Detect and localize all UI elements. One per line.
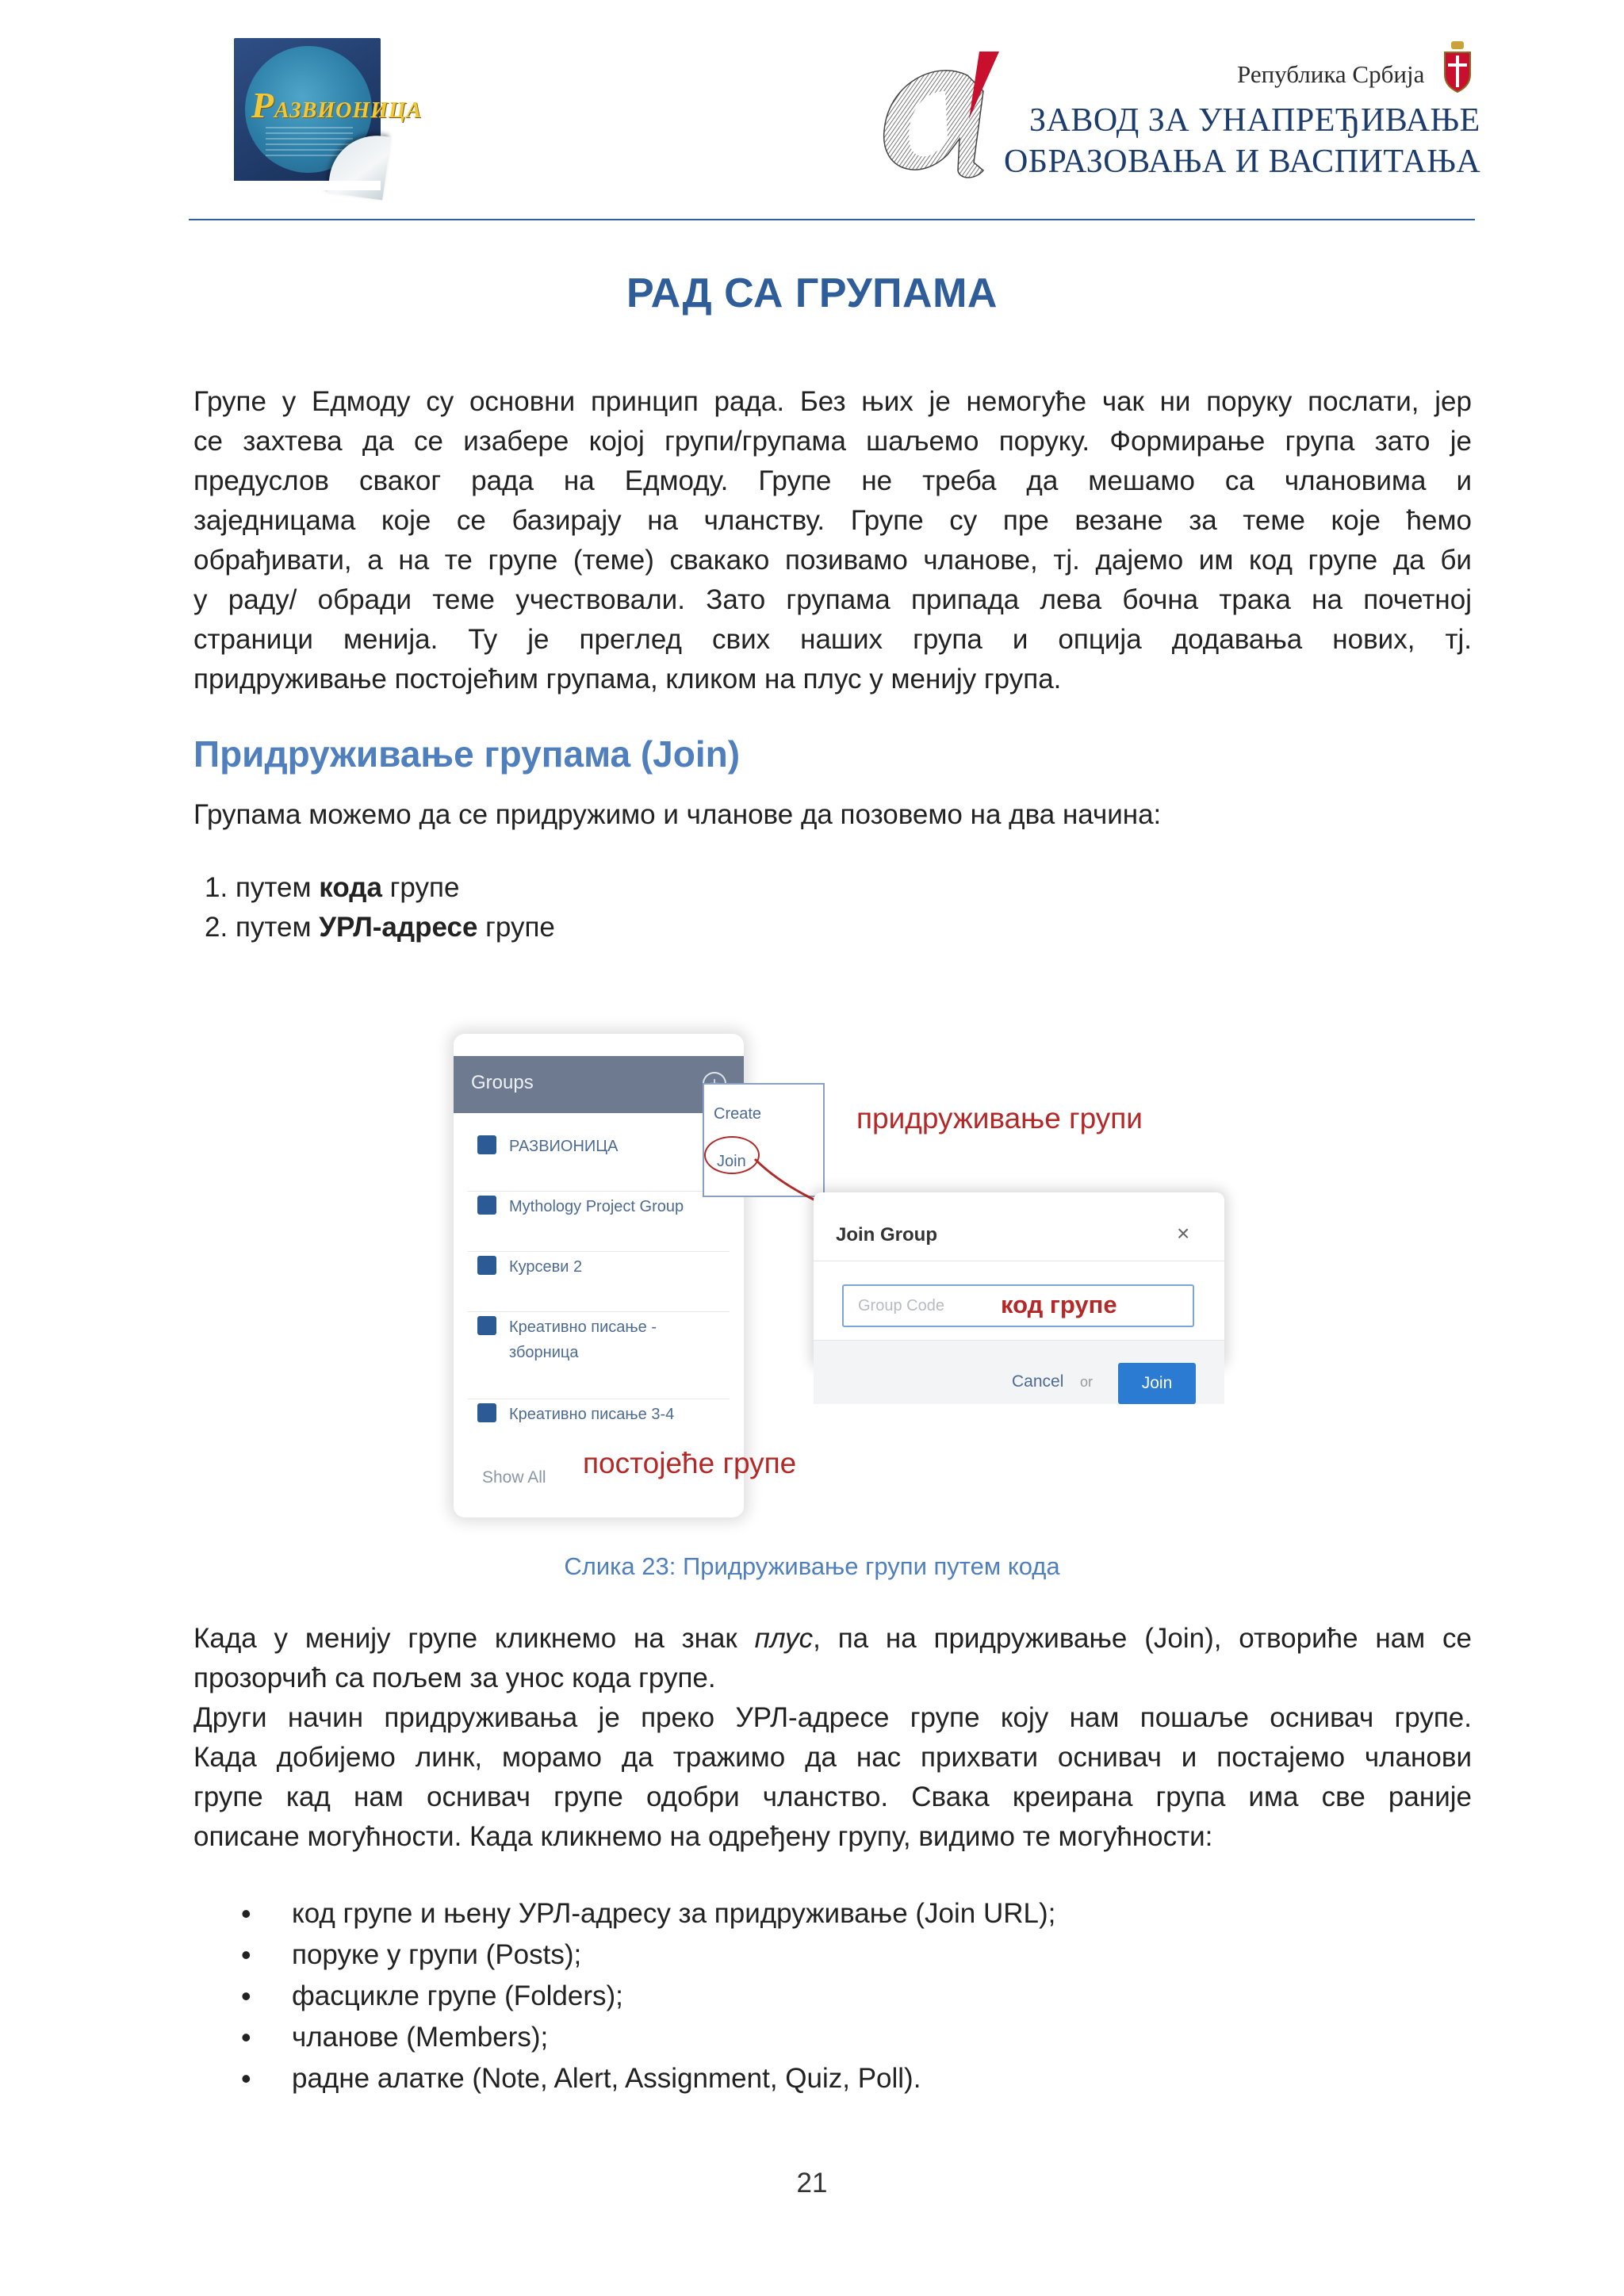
join-button[interactable]: Join: [1118, 1363, 1196, 1404]
paragraph-line: Када добијемо линк, морамо да тражимо да нас прихвати оснивач и постајемо чланови: [193, 1742, 1472, 1773]
zuov-alpha-logo: [872, 44, 1007, 186]
annotation-existing-groups: постојеће групе: [583, 1447, 797, 1479]
list-item: • код групе и њену УРЛ-адресу за придруживање (Join URL);: [238, 1893, 1055, 1934]
page-title: РАД СА ГРУПАМА: [626, 270, 998, 316]
figure-join-group: [444, 1023, 1237, 1546]
paragraph-line: описане могућности. Када кликнемо на одређену групу, видимо те могућности:: [193, 1821, 1213, 1852]
header-divider: [189, 219, 1475, 220]
group-name: РАЗВИОНИЦА: [509, 1138, 619, 1155]
group-name: Креативно писање - зборница: [509, 1318, 657, 1361]
paragraph-line: заједницама које се базирају на чланству. Групе су пре везане за теме које ћемо: [193, 505, 1472, 536]
annotation-group-code: код групе: [1001, 1291, 1117, 1318]
close-icon[interactable]: ×: [1177, 1221, 1190, 1246]
dialog-title: Join Group: [836, 1224, 937, 1246]
or-label: or: [1080, 1374, 1094, 1390]
show-all-link[interactable]: Show All: [482, 1468, 546, 1487]
page-number: 21: [796, 2168, 828, 2198]
razvionica-logo: РАЗВИОНИЦА: [234, 38, 381, 190]
paragraph-line: прозорчић са пољем за унос кода групе.: [193, 1663, 716, 1693]
group-name: Креативно писање 3-4: [509, 1406, 675, 1423]
paragraph-line: обрађивати, а на те групе (теме) свакако позивамо чланове, тј. дајемо им код групе да би: [193, 545, 1472, 576]
paragraph-line: предуслов сваког рада на Едмоду. Групе не треба да мешамо са члановима и: [193, 465, 1472, 496]
list-item: • чланове (Members);: [238, 2017, 1055, 2058]
group-color-icon: [477, 1196, 496, 1215]
intro-paragraph: [193, 382, 1472, 699]
serbia-crest-icon: [1442, 41, 1473, 94]
annotation-join-group: придруживање групи: [856, 1102, 1143, 1135]
group-item[interactable]: [468, 1311, 730, 1399]
numbered-item: 2. путем УРЛ-адресе групе: [205, 912, 555, 943]
cancel-link[interactable]: Cancel: [1012, 1372, 1064, 1391]
institute-name-line2: ОБРАЗОВАЊА И ВАСПИТАЊА: [1004, 144, 1481, 180]
join-highlight-ring: [704, 1136, 760, 1174]
list-item: • поруке у групи (Posts);: [238, 1934, 1055, 1976]
group-color-icon: [477, 1316, 496, 1335]
paragraph-line: се захтева да се изабере којој групи/групама шаљемо поруку. Формирање група зато је: [193, 426, 1472, 457]
institute-name-line1: ЗАВОД ЗА УНАПРЕЂИВАЊЕ: [1029, 102, 1480, 139]
section-heading: Придруживање групама (Join): [193, 733, 741, 775]
ministry-label: Република Србија: [1237, 60, 1425, 88]
group-item[interactable]: [468, 1131, 730, 1192]
dialog-footer: [814, 1340, 1224, 1404]
paragraph-line: придруживање постојећим групама, кликом на плус у менију група.: [193, 664, 1062, 695]
feature-list: [238, 1893, 1055, 2099]
group-color-icon: [477, 1403, 496, 1422]
figure-caption: Слика 23: Придруживање групи путем кода: [564, 1552, 1060, 1580]
group-code-input[interactable]: [842, 1284, 1194, 1327]
numbered-item: 1. путем кода групе: [205, 872, 460, 903]
paragraph-line: Када у менију групе кликнемо на знак плус, па на придруживање (Join), отвориће нам се: [193, 1623, 1473, 1654]
group-name: Mythology Project Group: [509, 1198, 684, 1215]
list-item: • фасцикле групе (Folders);: [238, 1976, 1055, 2017]
join-group-dialog: [814, 1192, 1224, 1392]
groups-title: Groups: [471, 1072, 534, 1093]
razvionica-logo-text: АЗВИОНИЦА: [274, 98, 423, 123]
paragraph-line: страници менија. Ту је преглед свих наших група и опција додавања нових, тј.: [193, 624, 1472, 655]
paragraph-line: Групе у Едмоду су основни принцип рада. Без њих је немогуће чак ни поруку послати, јер: [193, 386, 1472, 417]
paragraph-line: у раду/ обради теме учествовали. Зато групама припада лева бочна трака на почетној: [193, 584, 1472, 615]
group-code-placeholder: Group Code: [858, 1297, 944, 1314]
menu-create[interactable]: Create: [714, 1105, 762, 1123]
group-item[interactable]: [468, 1251, 730, 1312]
group-name: Курсеви 2: [509, 1258, 583, 1276]
group-color-icon: [477, 1135, 496, 1154]
paragraph-line: Други начин придруживања је преко УРЛ-адресе групе коју нам пошаље оснивач групе.: [193, 1702, 1472, 1733]
groups-panel: [454, 1034, 744, 1517]
list-item: • радне алатке (Note, Alert, Assignment, Quiz, Poll).: [238, 2058, 1055, 2099]
paragraph-line: групе кад нам оснивач групе одобри чланство. Свака креирана група има све раније: [193, 1781, 1472, 1812]
intro-sentence: Групама можемо да се придружимо и чланове да позовемо на два начина:: [193, 799, 1162, 830]
body-paragraph: [193, 1619, 1472, 1857]
groups-header: [454, 1056, 744, 1113]
group-color-icon: [477, 1256, 496, 1275]
group-item[interactable]: [468, 1191, 730, 1252]
menu-join[interactable]: Join: [717, 1153, 746, 1170]
